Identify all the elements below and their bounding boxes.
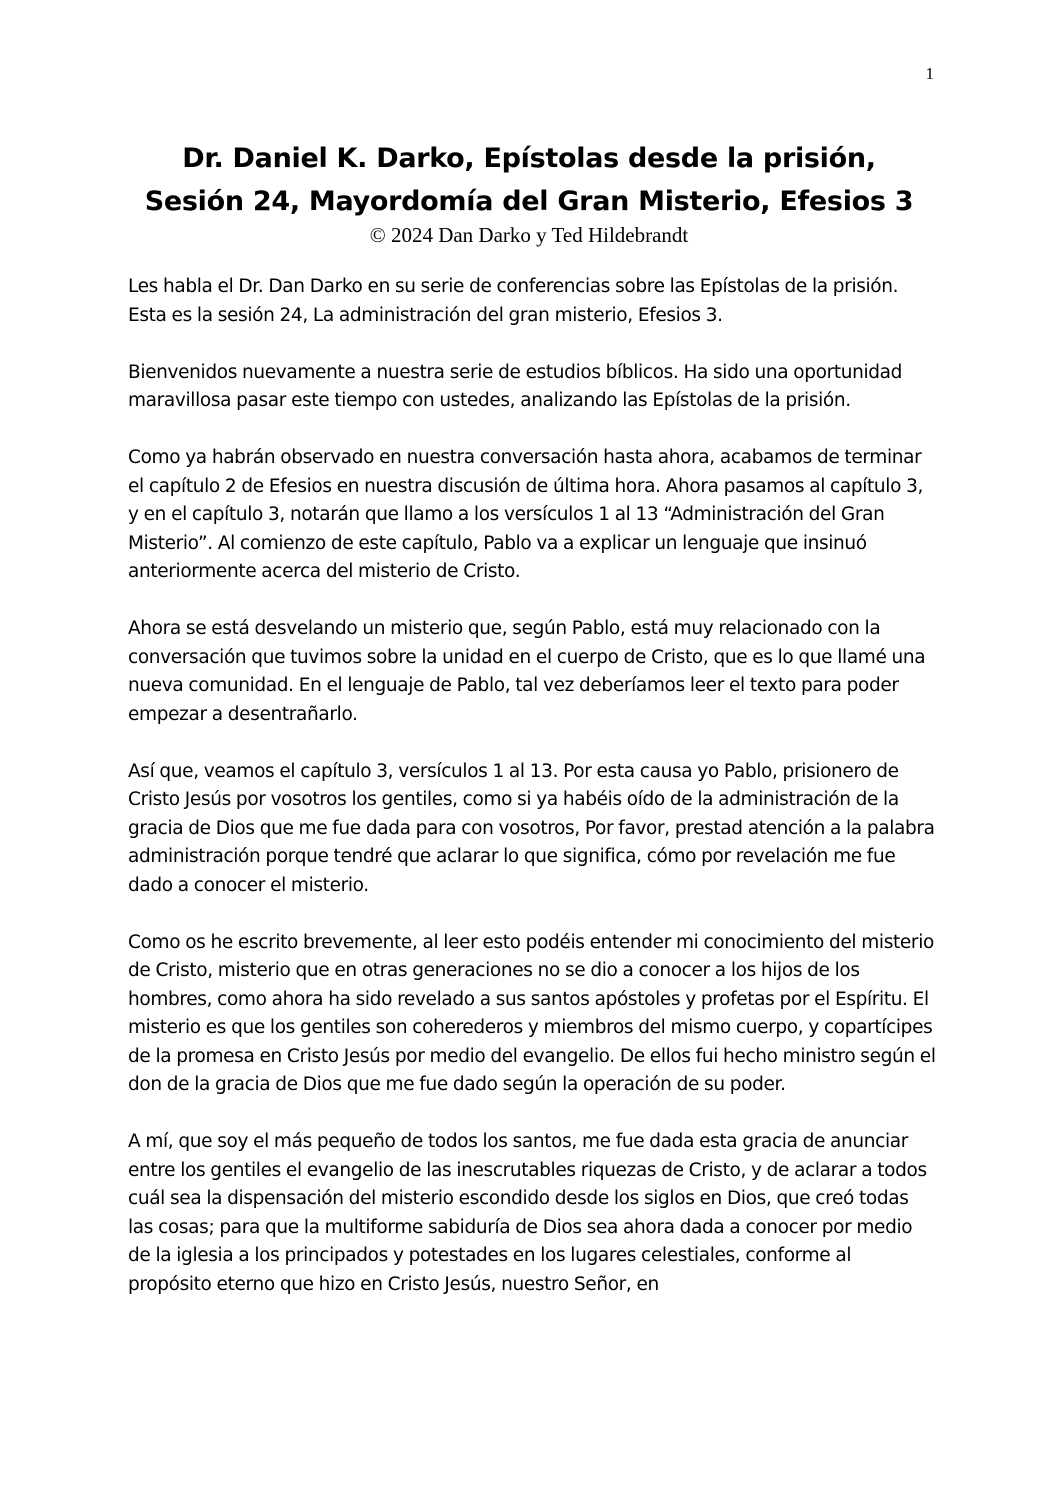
copyright-line: © 2024 Dan Darko y Ted Hildebrandt	[369, 223, 689, 247]
title-line-2: Sesión 24, Mayordomía del Gran Misterio, Efesios 3	[144, 186, 914, 217]
title-line-1: Dr. Daniel K. Darko, Epístolas desde la prisión,	[182, 143, 876, 174]
document-body	[128, 273, 938, 1328]
paragraph: Así que, veamos el capítulo 3, versículos 1 al 13. Por esta causa yo Pablo, prisionero de Cristo Jesús por vosotros los gentiles, como si ya habéis oído de la administración de la gracia de Dios que me fue dada para con vosotros, Por favor, prestad atención a la palabra administración porque tendré que aclarar lo que significa, cómo por revelación me fue dado a conocer el misterio.	[128, 760, 935, 896]
paragraph: A mí, que soy el más pequeño de todos los santos, me fue dada esta gracia de anunciar entre los gentiles el evangelio de las inescrutables riquezas de Cristo, y de aclarar a todos cuál sea la dispensación del misterio escondido desde los siglos en Dios, que creó todas las cosas; para que la multiforme sabiduría de Dios sea ahora dada a conocer por medio de la iglesia a los principados y potestades en los lugares celestiales, conforme al propósito eterno que hizo en Cristo Jesús, nuestro Señor, en	[128, 1131, 927, 1295]
paragraph: Ahora se está desvelando un misterio que, según Pablo, está muy relacionado con la conversación que tuvimos sobre la unidad en el cuerpo de Cristo, que es lo que llamé una nueva comunidad. En el lenguaje de Pablo, tal vez deberíamos leer el texto para poder empezar a desentrañarlo.	[128, 618, 926, 725]
paragraph: Bienvenidos nuevamente a nuestra serie de estudios bíblicos. Ha sido una oportunidad maravillosa pasar este tiempo con ustedes, analizando las Epístolas de la prisión.	[128, 361, 903, 411]
paragraph: Les habla el Dr. Dan Darko en su serie de conferencias sobre las Epístolas de la prisión. Esta es la sesión 24, La administración del gran misterio, Efesios 3.	[128, 276, 899, 326]
paragraph: Como ya habrán observado en nuestra conversación hasta ahora, acabamos de terminar el capítulo 2 de Efesios en nuestra discusión de última hora. Ahora pasamos al capítulo 3, y en el capítulo 3, notarán que llamo a los versículos 1 al 13 “Administración del Gran Misterio”. Al comienzo de este capítulo, Pablo va a explicar un lenguaje que insinuó anteriormente acerca del misterio de Cristo.	[128, 447, 924, 582]
page-number: 1	[925, 64, 934, 83]
paragraph: Como os he escrito brevemente, al leer esto podéis entender mi conocimiento del misterio de Cristo, misterio que en otras generaciones no se dio a conocer a los hijos de los hombres, como ahora ha sido revelado a sus santos apóstoles y profetas por el Espíritu. El misterio es que los gentiles son coherederos y miembros del mismo cuerpo, y copartícipes de la promesa en Cristo Jesús por medio del evangelio. De ellos fui hecho ministro según el don de la gracia de Dios que me fue dado según la operación de su poder.	[128, 931, 936, 1095]
document-title	[100, 137, 958, 223]
